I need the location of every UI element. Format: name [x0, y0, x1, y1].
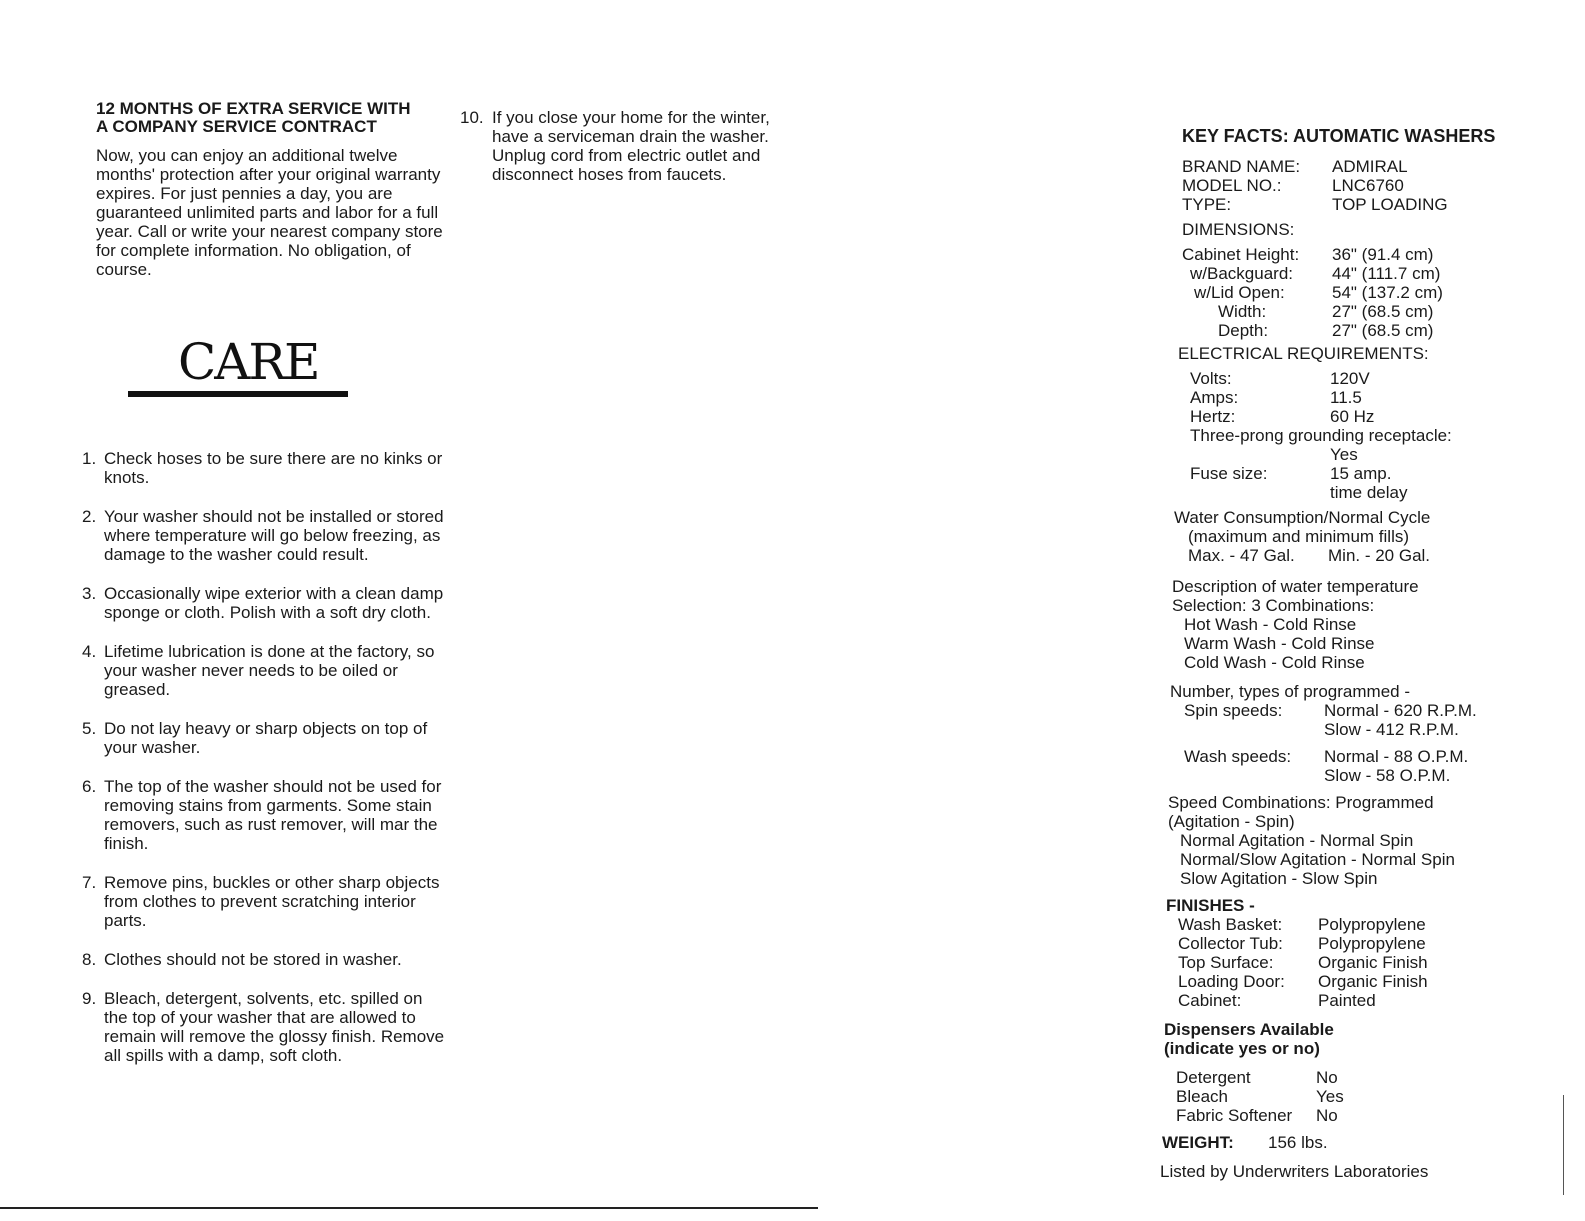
list-item: [82, 642, 446, 699]
wash-slow: Slow - 58 O.P.M.: [1324, 766, 1451, 785]
model-value: LNC6760: [1332, 176, 1404, 195]
key-facts-title: KEY FACTS: AUTOMATIC WASHERS: [1182, 126, 1496, 146]
type-row: [1182, 195, 1550, 214]
temperature-title: Description of water temperature: [1172, 577, 1419, 596]
electrical-row: [1190, 369, 1550, 388]
list-item: [82, 584, 446, 622]
key-facts-column: [1160, 122, 1550, 1181]
finish-value: Polypropylene: [1318, 934, 1426, 953]
list-item: [82, 777, 446, 853]
dimension-label: Depth:: [1218, 321, 1269, 340]
finish-label: Cabinet:: [1178, 991, 1242, 1010]
list-text: Do not lay heavy or sharp objects on top of your washer.: [104, 719, 428, 757]
dispenser-row: [1176, 1087, 1550, 1106]
page-edge-line: [1563, 1095, 1564, 1195]
dimension-value: 36" (91.4 cm): [1332, 245, 1434, 264]
dimensions-table: [1182, 245, 1550, 340]
list-number: 5.: [82, 719, 97, 738]
dimension-value: 44" (111.7 cm): [1332, 264, 1441, 283]
electrical-row: [1190, 407, 1550, 426]
finish-row: [1166, 991, 1550, 1010]
list-text: Remove pins, buckles or other sharp objects from clothes to prevent scratching interior parts.: [104, 873, 440, 930]
grounding-value: Yes: [1330, 445, 1358, 464]
left-column: [82, 99, 446, 1085]
finish-row: [1166, 953, 1550, 972]
service-contract-heading: [96, 100, 446, 136]
service-contract-intro: Now, you can enjoy an additional twelve months' protection after your original warranty expires. For just pennies a day, you are guaranteed unlimited parts and labor for a full year. Call or write your nearest company store for complete information. No obligation, of course.: [96, 146, 443, 279]
fuse-value-2: time delay: [1330, 483, 1408, 502]
care-logo-text: CARE: [178, 333, 319, 391]
dispenser-value: Yes: [1316, 1087, 1344, 1106]
list-number: 9.: [82, 989, 97, 1008]
list-text: Your washer should not be installed or stored where temperature will go below freezing, as damage to the washer could result.: [104, 507, 444, 564]
finish-label: Wash Basket:: [1178, 915, 1283, 934]
list-item: [82, 950, 446, 969]
list-item: [82, 873, 446, 930]
wash-normal: Normal - 88 O.P.M.: [1324, 747, 1469, 766]
speed-combos-subtitle: (Agitation - Spin): [1168, 812, 1295, 831]
brand-label: BRAND NAME:: [1182, 157, 1301, 176]
weight-label: WEIGHT:: [1162, 1133, 1234, 1152]
dimension-row: [1182, 321, 1550, 340]
dimension-row: [1182, 264, 1550, 283]
temp-combo: Hot Wash - Cold Rinse: [1184, 615, 1357, 634]
spin-label: Spin speeds:: [1184, 701, 1283, 720]
speed-combo: Normal/Slow Agitation - Normal Spin: [1180, 850, 1455, 869]
speeds-section: [1170, 682, 1550, 785]
spin-slow: Slow - 412 R.P.M.: [1324, 720, 1459, 739]
electrical-label-cell: Hertz:: [1190, 407, 1236, 426]
electrical-row: [1190, 388, 1550, 407]
finish-label: Top Surface:: [1178, 953, 1274, 972]
dimension-row: [1182, 283, 1550, 302]
temp-combo: Warm Wash - Cold Rinse: [1184, 634, 1375, 653]
grounding-label: Three-prong grounding receptacle:: [1190, 426, 1452, 445]
middle-column: [460, 108, 800, 184]
care-logo: [128, 333, 358, 407]
dimension-label: w/Backguard:: [1190, 264, 1293, 283]
dimension-value: 54" (137.2 cm): [1332, 283, 1443, 302]
finish-row: [1166, 972, 1550, 991]
list-text: Occasionally wipe exterior with a clean damp sponge or cloth. Polish with a soft dry cloth.: [104, 584, 444, 622]
dimension-label: w/Lid Open:: [1194, 283, 1285, 302]
dispenser-label: Bleach: [1176, 1087, 1228, 1106]
electrical-value: 11.5: [1330, 388, 1362, 407]
bottom-rule: [0, 1207, 818, 1209]
list-item: [82, 507, 446, 564]
speed-combos-title: Speed Combinations: Programmed: [1168, 793, 1434, 812]
brand-value: ADMIRAL: [1332, 157, 1408, 176]
list-item: [82, 719, 446, 757]
spin-row: [1170, 701, 1550, 720]
finishes-section: [1166, 896, 1550, 1010]
model-label: MODEL NO.:: [1182, 176, 1282, 195]
fuse-label: Fuse size:: [1190, 464, 1268, 483]
dimension-row: [1182, 302, 1550, 321]
finish-value: Painted: [1318, 991, 1376, 1010]
list-text: Clothes should not be stored in washer.: [104, 950, 402, 969]
dimensions-label: DIMENSIONS:: [1182, 220, 1295, 239]
wash-label: Wash speeds:: [1184, 747, 1292, 766]
list-item: [82, 989, 446, 1065]
finish-label: Loading Door:: [1178, 972, 1285, 991]
dimension-row: [1182, 245, 1550, 264]
dimension-label: Width:: [1218, 302, 1267, 321]
spin-normal: Normal - 620 R.P.M.: [1324, 701, 1477, 720]
care-logo-bar: [128, 391, 348, 397]
list-number: 7.: [82, 873, 97, 892]
type-label: TYPE:: [1182, 195, 1232, 214]
dispenser-row: [1176, 1068, 1550, 1087]
list-number: 3.: [82, 584, 97, 603]
listed-by: Listed by Underwriters Laboratories: [1160, 1162, 1429, 1181]
finish-row: [1166, 915, 1550, 934]
finish-value: Organic Finish: [1318, 953, 1428, 972]
list-number: 8.: [82, 950, 97, 969]
brand-row: [1182, 157, 1550, 176]
list-number: 4.: [82, 642, 97, 661]
water-min: Min. - 20 Gal.: [1328, 546, 1431, 565]
list-text: The top of the washer should not be used for removing stains from garments. Some stain removers, such as rust remover, will mar the finish.: [104, 777, 442, 853]
electrical-label: ELECTRICAL REQUIREMENTS:: [1178, 344, 1429, 363]
speed-combo: Slow Agitation - Slow Spin: [1180, 869, 1378, 888]
dispenser-label: Detergent: [1176, 1068, 1251, 1087]
dispenser-value: No: [1316, 1106, 1338, 1125]
dispensers-section: [1164, 1020, 1550, 1125]
dispenser-value: No: [1316, 1068, 1338, 1087]
heading-line-2: A COMPANY SERVICE CONTRACT: [96, 117, 377, 136]
finish-value: Polypropylene: [1318, 915, 1426, 934]
electrical-value: 60 Hz: [1330, 407, 1375, 426]
dimension-value: 27" (68.5 cm): [1332, 302, 1434, 321]
fuse-row: [1190, 464, 1550, 483]
electrical-label-cell: Amps:: [1190, 388, 1239, 407]
electrical-label-cell: Volts:: [1190, 369, 1232, 388]
water-title: Water Consumption/Normal Cycle: [1174, 508, 1431, 527]
finishes-label: FINISHES -: [1166, 896, 1255, 915]
weight-value: 156 lbs.: [1268, 1133, 1328, 1152]
model-row: [1182, 176, 1550, 195]
fuse-value: 15 amp.: [1330, 464, 1392, 483]
dispenser-row: [1176, 1106, 1550, 1125]
wash-row: [1170, 747, 1550, 766]
electrical-table: [1190, 369, 1550, 502]
list-number: 2.: [82, 507, 97, 526]
dispenser-label: Fabric Softener: [1176, 1106, 1293, 1125]
speed-combo: Normal Agitation - Normal Spin: [1180, 831, 1414, 850]
electrical-value: 120V: [1330, 369, 1370, 388]
list-number: 1.: [82, 449, 97, 468]
water-row: [1174, 546, 1550, 565]
finish-row: [1166, 934, 1550, 953]
weight-row: [1162, 1133, 1550, 1152]
water-max: Max. - 47 Gal.: [1188, 546, 1295, 565]
finish-label: Collector Tub:: [1178, 934, 1283, 953]
list-text: Bleach, detergent, solvents, etc. spilled on the top of your washer that are allowed to remain will remove the glossy finish. Remove all spills with a damp, soft cloth.: [104, 989, 445, 1065]
dispensers-title: Dispensers Available: [1164, 1020, 1334, 1039]
list-number: 10.: [460, 108, 484, 127]
dimension-label: Cabinet Height:: [1182, 245, 1300, 264]
dispensers-subtitle: (indicate yes or no): [1164, 1039, 1320, 1058]
speed-combos-section: [1168, 793, 1550, 888]
temp-combo: Cold Wash - Cold Rinse: [1184, 653, 1365, 672]
water-section: [1174, 508, 1550, 565]
heading-line-1: 12 MONTHS OF EXTRA SERVICE WITH: [96, 99, 411, 118]
list-item: [82, 449, 446, 487]
care-list: [82, 449, 446, 1065]
finish-value: Organic Finish: [1318, 972, 1428, 991]
dimension-value: 27" (68.5 cm): [1332, 321, 1434, 340]
list-text: Check hoses to be sure there are no kinks or knots.: [104, 449, 443, 487]
type-value: TOP LOADING: [1332, 195, 1448, 214]
list-text: Lifetime lubrication is done at the factory, so your washer never needs to be oiled or greased.: [104, 642, 435, 699]
list-text: If you close your home for the winter, have a serviceman drain the washer. Unplug cord from electric outlet and disconnect hoses from faucets.: [492, 108, 770, 184]
dispensers-table: [1164, 1068, 1550, 1125]
temperature-section: [1172, 577, 1550, 672]
list-item: [460, 108, 800, 184]
temperature-selection: Selection: 3 Combinations:: [1172, 596, 1375, 615]
list-number: 6.: [82, 777, 97, 796]
num-types-label: Number, types of programmed -: [1170, 682, 1410, 701]
water-subtitle: (maximum and minimum fills): [1188, 527, 1410, 546]
